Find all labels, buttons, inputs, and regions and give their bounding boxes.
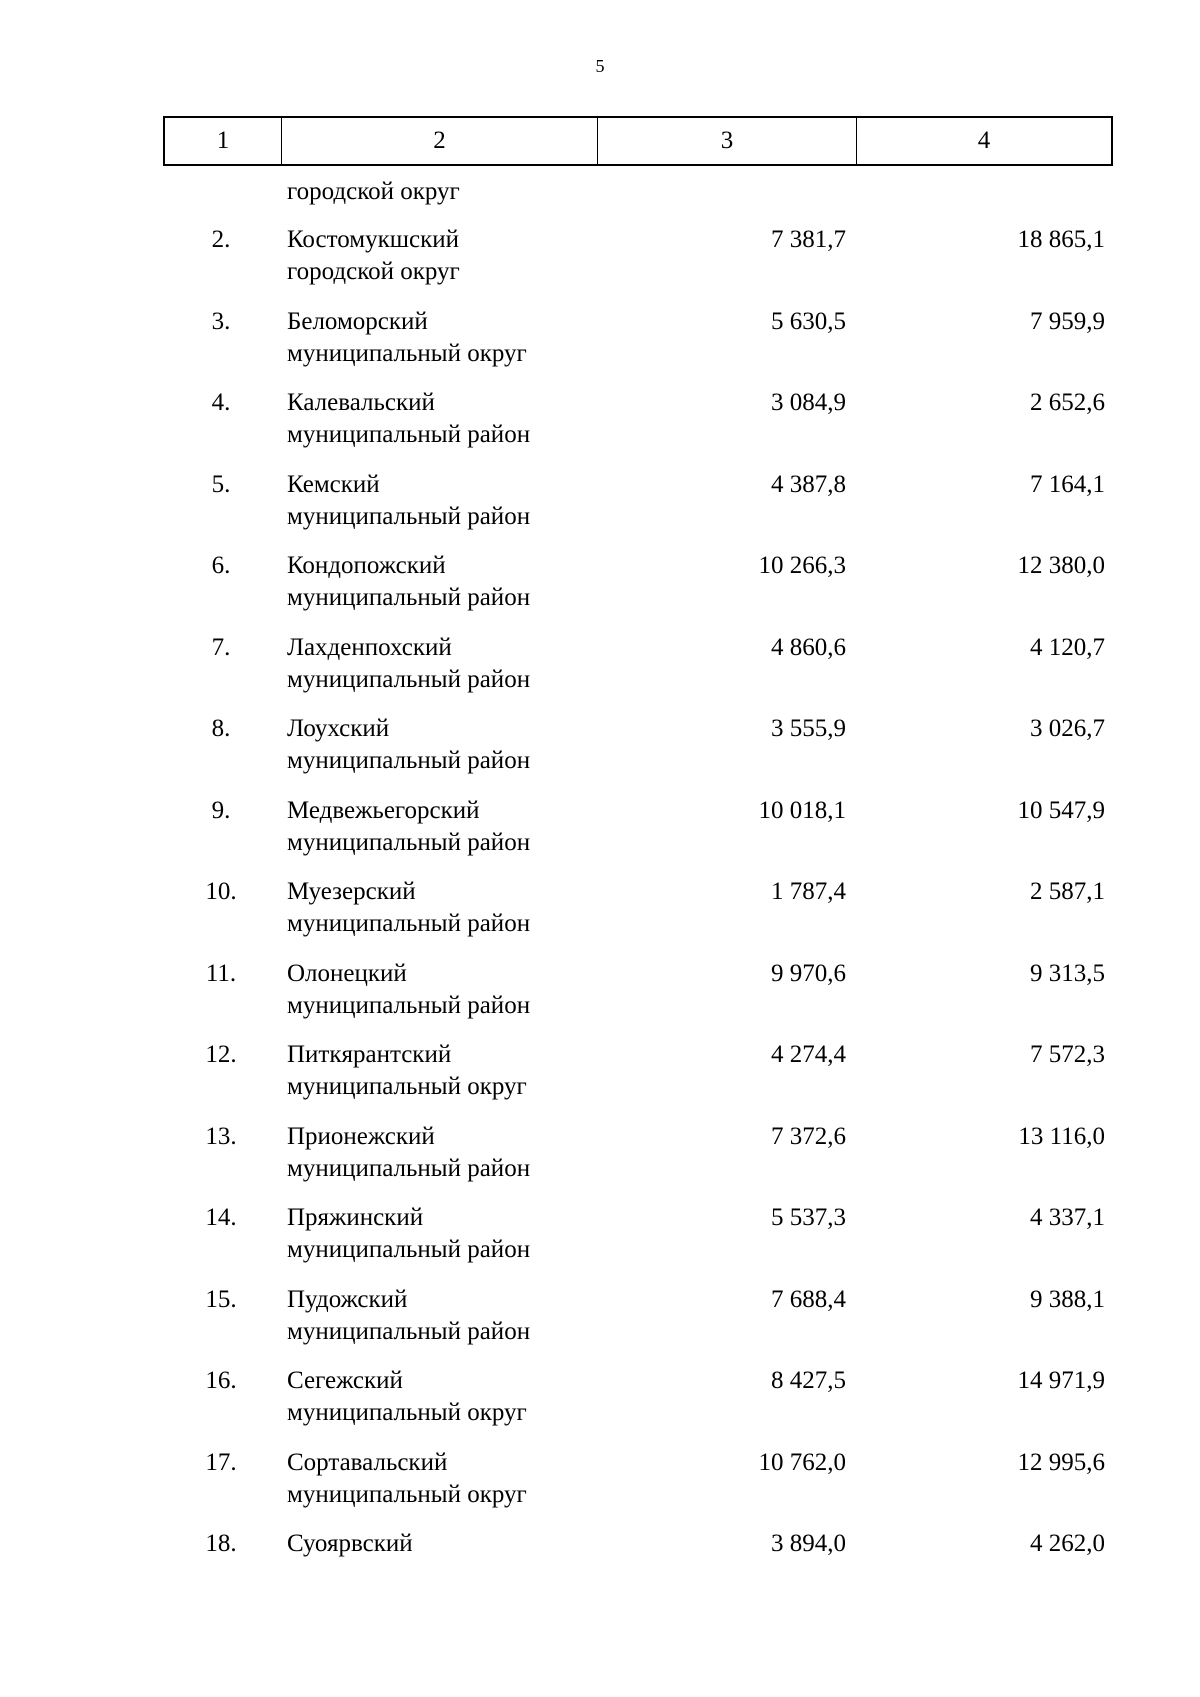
municipality-name-line-1: Суоярвский: [287, 1530, 413, 1557]
municipality-name: [279, 1202, 595, 1284]
value-column-4: 7 959,9: [1030, 307, 1105, 335]
value-column-4: 2 652,6: [1030, 389, 1105, 416]
table-row: [163, 632, 1113, 714]
value-column-3: 4 387,8: [771, 470, 846, 498]
municipality-name-line-2: муниципальный район: [287, 991, 531, 1019]
table-row: [163, 1039, 1113, 1121]
continuation-text: городской округ: [287, 178, 460, 205]
table-row: [163, 795, 1113, 877]
value-column-4: 2 587,1: [1030, 878, 1105, 905]
municipality-name-line-1: Кемский: [287, 470, 380, 498]
value-column-4: 10 547,9: [1017, 796, 1105, 824]
municipality-name: [279, 876, 595, 958]
table-row: [163, 1528, 1113, 1610]
municipality-name-line-2: муниципальный район: [287, 1236, 531, 1263]
value-column-4: 9 388,1: [1030, 1285, 1105, 1313]
municipality-name-line-1: Калевальский: [287, 389, 435, 416]
municipality-name-line-1: Питкярантский: [287, 1041, 452, 1068]
municipality-name-line-2: муниципальный округ: [287, 1480, 527, 1508]
municipality-name-line-2: муниципальный район: [287, 1154, 531, 1182]
value-column-4: 4 337,1: [1030, 1204, 1105, 1231]
value-column-3: 3 894,0: [771, 1530, 846, 1557]
table-row: [163, 1365, 1113, 1447]
municipality-name: [279, 387, 595, 469]
row-number: 5.: [211, 470, 231, 498]
municipality-name-line-2: муниципальный округ: [287, 1399, 527, 1426]
value-column-4: 3 026,7: [1030, 715, 1105, 742]
row-number: 7.: [211, 633, 231, 661]
value-column-3: 7 381,7: [771, 226, 846, 253]
municipality-name: [279, 632, 595, 714]
municipality-name-line-2: муниципальный округ: [287, 339, 527, 367]
municipality-name-line-1: Костомукшский: [287, 226, 459, 253]
row-number: 4.: [211, 389, 231, 416]
municipality-name-line-1: Сегежский: [287, 1367, 403, 1394]
municipality-name: [279, 224, 595, 306]
municipality-name: [279, 1121, 595, 1203]
municipality-name-line-2: муниципальный район: [287, 421, 531, 448]
municipality-name: [279, 550, 595, 632]
value-column-4: 4 262,0: [1030, 1530, 1105, 1557]
table-row: [163, 550, 1113, 632]
table-row: [163, 1447, 1113, 1529]
value-column-3: 3 555,9: [771, 715, 846, 742]
value-column-3: 7 372,6: [771, 1122, 846, 1150]
municipality-name-line-2: муниципальный район: [287, 910, 531, 937]
row-number: 8.: [211, 715, 231, 742]
municipality-name-line-2: муниципальный район: [287, 665, 531, 693]
column-header-4: 4: [856, 118, 1111, 164]
value-column-4: 9 313,5: [1030, 959, 1105, 987]
row-number: 10.: [205, 878, 237, 905]
municipality-name-line-2: городской округ: [287, 258, 460, 285]
municipality-name-line-1: Лоухский: [287, 715, 390, 742]
row-number: 3.: [211, 307, 231, 335]
value-column-3: 5 537,3: [771, 1204, 846, 1231]
row-number: 14.: [205, 1204, 237, 1231]
column-header-3: 3: [597, 118, 856, 164]
table-row: [163, 469, 1113, 551]
municipality-name-line-2: муниципальный район: [287, 747, 531, 774]
table-row: [163, 876, 1113, 958]
municipality-name-line-1: Лахденпохский: [287, 633, 452, 661]
row-number: 17.: [205, 1448, 237, 1476]
row-number: 6.: [211, 552, 231, 579]
municipality-name-line-1: Олонецкий: [287, 959, 407, 987]
value-column-3: 9 970,6: [771, 959, 846, 987]
value-column-3: 10 762,0: [758, 1448, 846, 1476]
value-column-3: 3 084,9: [771, 389, 846, 416]
value-column-4: 14 971,9: [1017, 1367, 1105, 1394]
value-column-4: 7 164,1: [1030, 470, 1105, 498]
municipality-name: [279, 1284, 595, 1366]
municipality-name-line-1: Пряжинский: [287, 1204, 424, 1231]
table-row: [163, 713, 1113, 795]
municipality-name-line-1: Пудожский: [287, 1285, 408, 1313]
municipality-name: [279, 306, 595, 388]
row-number: 18.: [205, 1530, 237, 1557]
row-number: 16.: [205, 1367, 237, 1394]
municipality-name: [279, 958, 595, 1040]
value-column-4: 12 995,6: [1017, 1448, 1105, 1476]
row-number: 13.: [205, 1122, 237, 1150]
row-number: 12.: [205, 1041, 237, 1068]
municipality-name: [279, 1365, 595, 1447]
value-column-3: 7 688,4: [771, 1285, 846, 1313]
municipality-name-line-1: Прионежский: [287, 1122, 435, 1150]
table-row: [163, 224, 1113, 306]
municipality-name: [279, 713, 595, 795]
table-row: [163, 1284, 1113, 1366]
value-column-3: 4 274,4: [771, 1041, 846, 1068]
value-column-3: 10 266,3: [758, 552, 846, 579]
municipality-name-line-1: Кондопожский: [287, 552, 446, 579]
table-body: [163, 224, 1113, 1610]
municipality-name-line-1: Медвежьегорский: [287, 796, 480, 824]
column-header-2: 2: [281, 118, 597, 164]
table-row: [163, 1202, 1113, 1284]
value-column-4: 12 380,0: [1017, 552, 1105, 579]
municipality-name-line-1: Беломорский: [287, 307, 428, 335]
table-row: [163, 958, 1113, 1040]
value-column-4: 18 865,1: [1017, 226, 1105, 253]
table-row: [163, 1121, 1113, 1203]
column-header-1: 1: [216, 127, 230, 154]
municipality-name: [279, 469, 595, 551]
municipality-name-line-2: муниципальный район: [287, 502, 531, 530]
table-row: [163, 306, 1113, 388]
municipality-name-line-2: муниципальный район: [287, 828, 531, 856]
value-column-3: 4 860,6: [771, 633, 846, 661]
row-number: 15.: [205, 1285, 237, 1313]
page-number: 5: [595, 56, 605, 76]
value-column-4: 7 572,3: [1030, 1041, 1105, 1068]
value-column-3: 1 787,4: [771, 878, 846, 905]
municipality-name: [279, 795, 595, 877]
row-number: 2.: [211, 226, 231, 253]
row-number: 9.: [211, 796, 231, 824]
value-column-4: 4 120,7: [1030, 633, 1105, 661]
municipality-name-line-1: Муезерский: [287, 878, 416, 905]
column-header-row: [163, 116, 1113, 166]
value-column-3: 10 018,1: [758, 796, 846, 824]
municipality-name: [279, 1528, 595, 1610]
table-row: [163, 387, 1113, 469]
municipality-name-line-2: муниципальный район: [287, 584, 531, 611]
value-column-3: 5 630,5: [771, 307, 846, 335]
municipality-name-line-1: Сортавальский: [287, 1448, 448, 1476]
municipality-name-line-2: муниципальный район: [287, 1317, 531, 1345]
value-column-3: 8 427,5: [771, 1367, 846, 1394]
municipality-name-line-2: муниципальный округ: [287, 1073, 527, 1100]
municipality-name: [279, 1039, 595, 1121]
municipality-name: [279, 1447, 595, 1529]
value-column-4: 13 116,0: [1018, 1122, 1105, 1150]
row-number: 11.: [205, 959, 237, 987]
